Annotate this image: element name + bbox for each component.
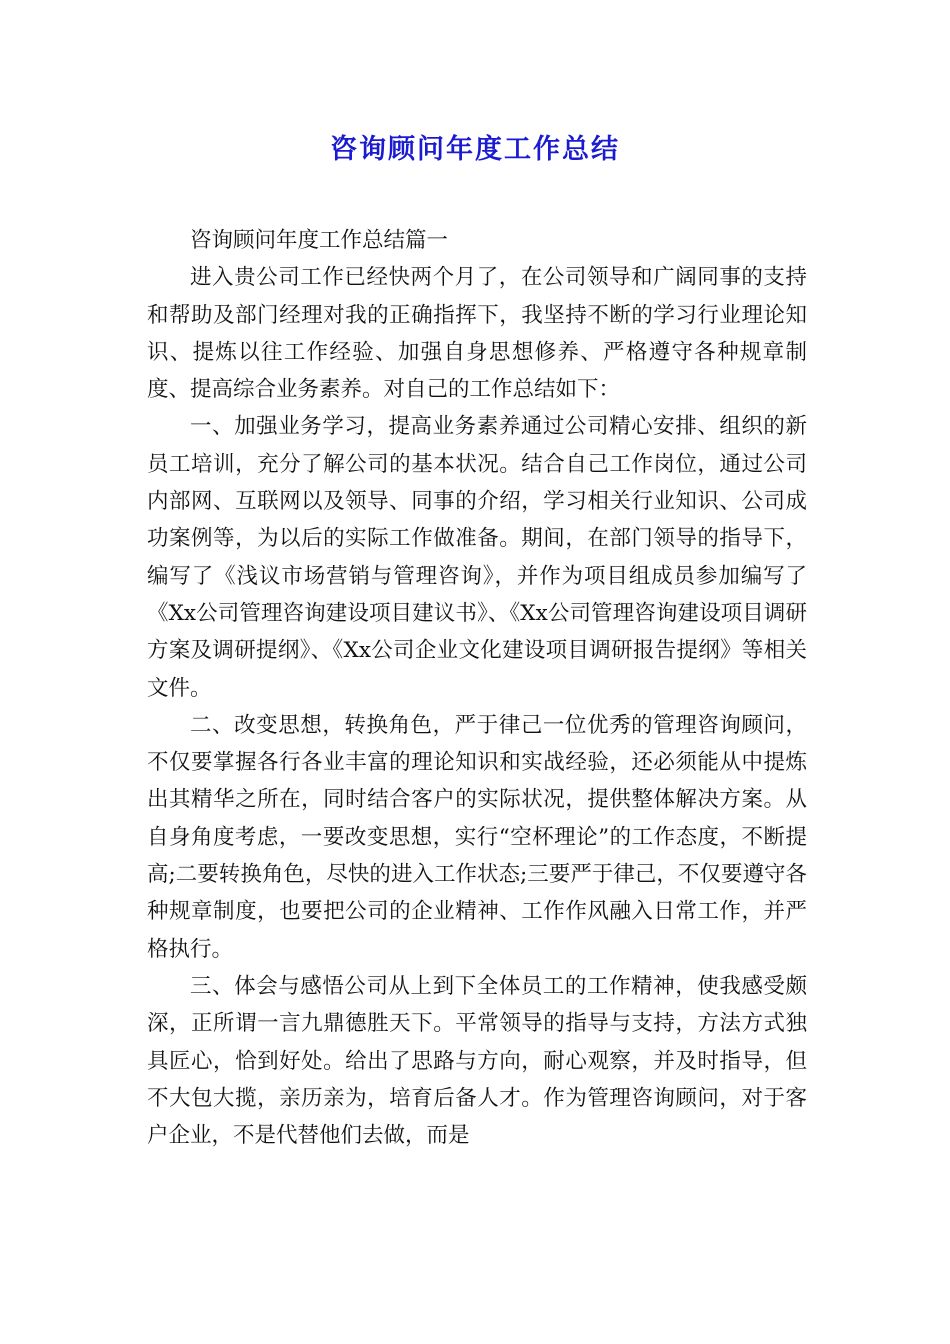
body-paragraph-1: 一、加强业务学习，提高业务素养通过公司精心安排、组织的新员工培训，充分了解公司的基本状况。结合自己工作岗位，通过公司内部网、互联网以及领导、同事的介绍，学习相关行业知识、公司成功案例等，为以后的实际工作做准备。期间，在部门领导的指导下，编写了《浅议市场营销与管理咨询》，并作为项目组成员参加编写了《Xx公司管理咨询建设项目建议书》、《Xx公司管理咨询建设项目调研方案及调研提纲》、《Xx公司企业文化建设项目调研报告提纲》等相关文件。 [147,414,807,701]
document-title: 咨询顾问年度工作总结 [330,134,620,165]
body-paragraph-intro: 进入贵公司工作已经快两个月了，在公司领导和广阔同事的支持和帮助及部门经理对我的正确指挥下，我坚持不断的学习行业理论知识、提炼以往工作经验、加强自身思想修养、严格遵守各种规章制度、提高综合业务素养。对自己的工作总结如下： [147,265,807,403]
section-heading: 咨询顾问年度工作总结篇一 [190,228,449,253]
document-body [147,222,807,1154]
body-paragraph-2: 二、改变思想，转换角色，严于律己一位优秀的管理咨询顾问，不仅要掌握各行各业丰富的理论知识和实战经验，还必须能从中提炼出其精华之所在，同时结合客户的实际状况，提供整体解决方案。从自身角度考虑，一要改变思想，实行“空杯理论”的工作态度，不断提高;二要转换角色，尽快的进入工作状态;三要严于律己，不仅要遵守各种规章制度，也要把公司的企业精神、工作作风融入日常工作，并严格执行。 [147,712,807,962]
body-paragraph-3: 三、体会与感悟公司从上到下全体员工的工作精神，使我感受颇深，正所谓一言九鼎德胜天下。平常领导的指导与支持，方法方式独具匠心，恰到好处。给出了思路与方向，耐心观察，并及时指导，但不大包大揽，亲历亲为，培育后备人才。作为管理咨询顾问，对于客户企业，不是代替他们去做，而是 [147,973,807,1149]
